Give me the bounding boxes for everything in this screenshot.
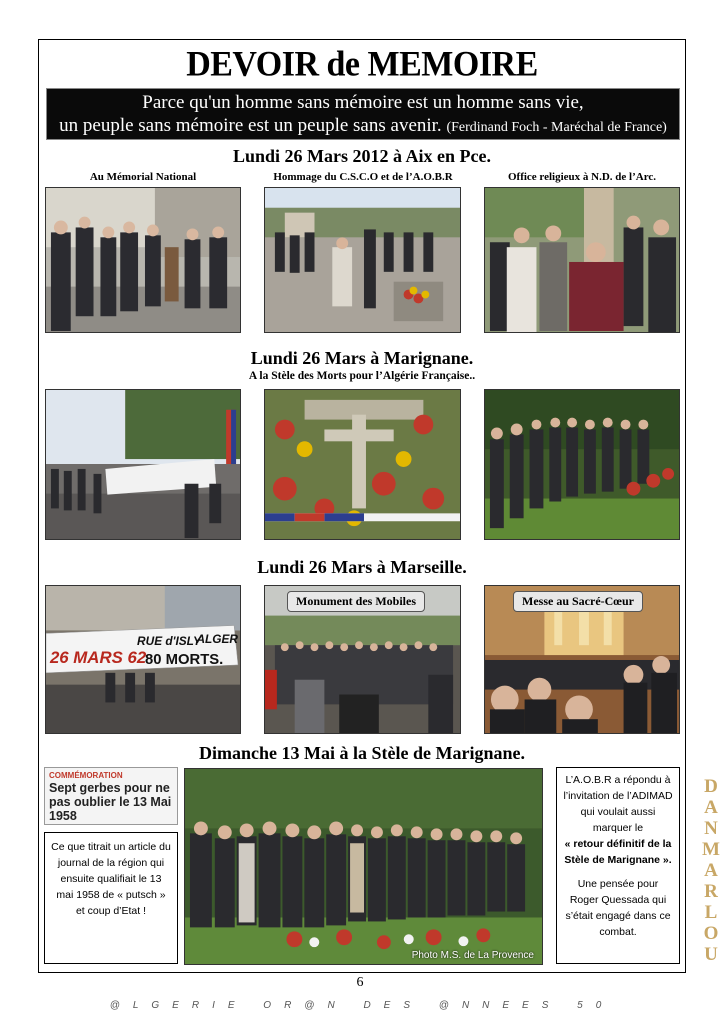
page-number: 6: [356, 975, 364, 990]
page-title: DEVOIR de MEMOIRE: [186, 45, 538, 84]
right-comment-p1-bold: « retour définitif de la Stèle de Marignane ».: [564, 838, 672, 866]
quote-attribution: (Ferdinand Foch - Maréchal de France): [446, 120, 667, 135]
tag-monument-mobiles: Monument des Mobiles: [287, 591, 425, 612]
right-comment-box: [556, 767, 680, 964]
left-comment-text: Ce que titrait un article du journal de la région qui ensuite qualifiait le 13 mai 1958 de « putsch » et coup d’Etat !: [51, 841, 171, 917]
photo-stele-wreaths: [264, 389, 461, 540]
quote-line-1: Parce qu'un homme sans mémoire est un homme sans vie,: [142, 92, 584, 113]
photo-marseille-banner: [45, 585, 241, 734]
banner-count-text: 80 MORTS.: [144, 651, 224, 668]
right-comment-p2: Une pensée pour Roger Quessada qui s’était engagé dans ce combat.: [565, 878, 671, 938]
heading-marseille: Lundi 26 Mars à Marseille.: [257, 557, 467, 577]
clipping-headline: Sept gerbes pour ne pas oublier le 13 Mai 1958: [49, 781, 172, 823]
banner-city-text: ALGER: [196, 632, 238, 647]
banner-street-text: RUE d'ISLY: [137, 634, 201, 649]
newspaper-clipping: [44, 767, 178, 825]
photo-office-religieux: [484, 187, 680, 333]
caption-memorial: Au Mémorial National: [89, 171, 197, 183]
tag-sacre-coeur: Messe au Sacré-Cœur: [513, 591, 643, 612]
caption-office: Office religieux à N.D. de l’Arc.: [507, 171, 657, 183]
quote-banner: [46, 88, 680, 140]
photo-credit: Photo M.S. de La Provence: [411, 950, 534, 961]
clipping-kicker: COMMÉMORATION: [49, 771, 123, 780]
heading-aix: Lundi 26 Mars 2012 à Aix en Pce.: [232, 146, 491, 166]
right-comment-p1: L’A.O.B.R a répondu à l’invitation de l’ADIMAD qui voulait aussi marquer le: [563, 774, 673, 834]
left-comment-box: [44, 832, 178, 964]
photo-sacre-coeur: [484, 585, 680, 734]
subheading-marignane: A la Stèle des Morts pour l’Algérie Française..: [248, 370, 476, 382]
photo-hommage-cscho: [264, 187, 461, 333]
page-footer: @LGERIE OR@N DES @NNEES 50: [109, 1000, 615, 1011]
photo-stele-group: [184, 768, 543, 965]
photo-monument-mobiles: [264, 585, 461, 734]
photo-memorial-crowd: [45, 187, 241, 333]
side-signature-text: DANMARLOU: [702, 776, 720, 965]
quote-line-2: [47, 114, 679, 140]
photo-stele-crowd: [484, 389, 680, 540]
heading-marignane: Lundi 26 Mars à Marignane.: [250, 348, 474, 368]
caption-hommage: Hommage du C.S.C.O et de l’A.O.B.R: [273, 171, 453, 183]
banner-date-text: 26 MARS 62: [49, 647, 147, 667]
side-signature: [698, 776, 724, 986]
photo-march-banner: [45, 389, 241, 540]
quote-text: un peuple sans mémoire est un peuple sans avenir.: [59, 115, 442, 136]
heading-stele: Dimanche 13 Mai à la Stèle de Marignane.: [199, 743, 525, 763]
